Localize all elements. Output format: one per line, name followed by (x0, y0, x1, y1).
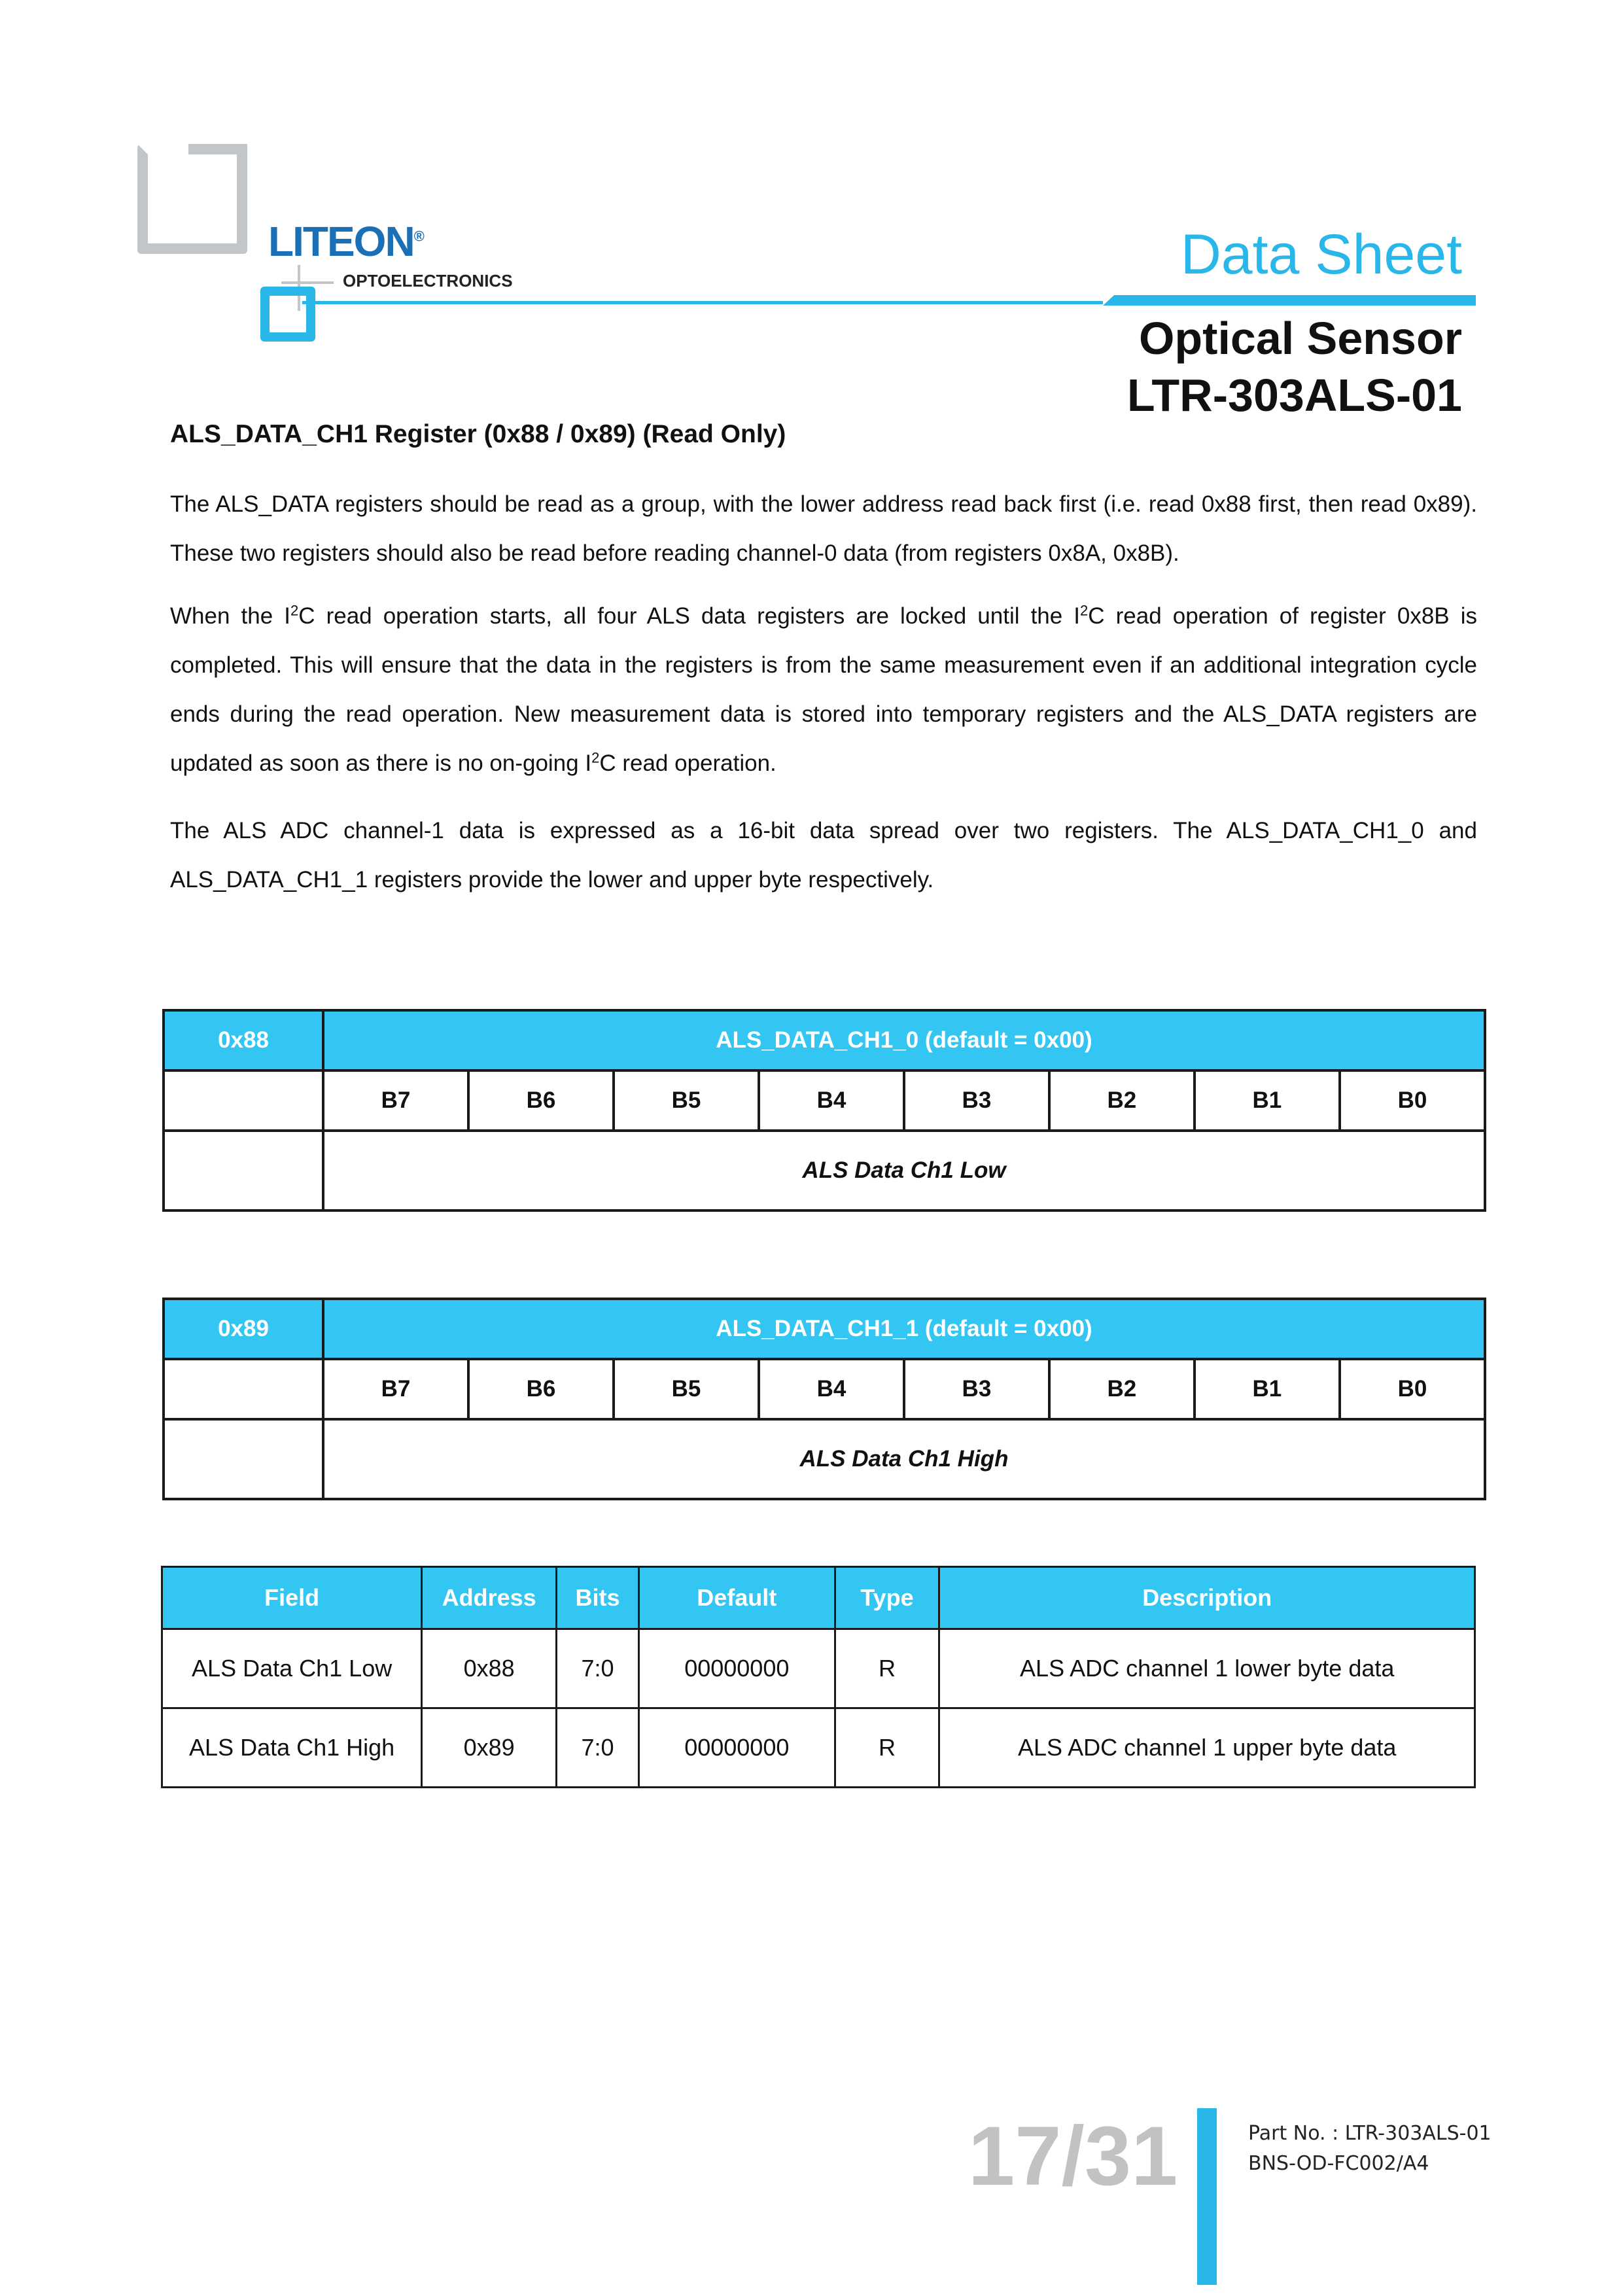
column-header: Description (939, 1567, 1475, 1629)
header-rule (302, 301, 1103, 304)
bit-label: B2 (1049, 1359, 1195, 1419)
register-address: 0x89 (164, 1299, 323, 1359)
empty-cell (164, 1359, 323, 1419)
empty-cell (164, 1070, 323, 1131)
bit-label: B7 (323, 1359, 468, 1419)
bit-label: B1 (1195, 1359, 1340, 1419)
register-name: ALS_DATA_CH1_1 (default = 0x00) (323, 1299, 1485, 1359)
register-address: 0x88 (164, 1010, 323, 1070)
section-title: ALS_DATA_CH1 Register (0x88 / 0x89) (Read Only) (170, 420, 786, 448)
register-name: ALS_DATA_CH1_0 (default = 0x00) (323, 1010, 1485, 1070)
table-cell: R (835, 1629, 939, 1708)
bit-label: B6 (468, 1359, 614, 1419)
table-cell: ALS Data Ch1 Low (162, 1629, 422, 1708)
logo-cross-bar (281, 281, 334, 284)
header-rule-accent (1103, 295, 1476, 306)
doc-code: BNS-OD-FC002/A4 (1248, 2152, 1429, 2175)
column-header: Field (162, 1567, 422, 1629)
register-summary-table (161, 1566, 1476, 1788)
empty-cell (164, 1419, 323, 1499)
footer-divider (1197, 2108, 1217, 2285)
product-line: Optical Sensor (1138, 313, 1462, 364)
bit-label: B5 (614, 1070, 759, 1131)
bit-label: B7 (323, 1070, 468, 1131)
bit-label: B4 (759, 1070, 904, 1131)
table-cell: 0x89 (422, 1708, 557, 1788)
logo-grey-square (137, 144, 247, 254)
product-title (1127, 310, 1462, 424)
register-field: ALS Data Ch1 High (323, 1419, 1485, 1499)
table-row (162, 1708, 1475, 1788)
bit-label: B1 (1195, 1070, 1340, 1131)
bit-label: B4 (759, 1359, 904, 1419)
doc-type-label: Data Sheet (1180, 223, 1462, 286)
paragraph-data-format: The ALS ADC channel-1 data is expressed as a 16-bit data spread over two registers. The ALS_DATA_CH1_0 and ALS_DATA_CH1_1 registers provide the lower and upper byte respectively. (170, 818, 1477, 892)
column-header: Type (835, 1567, 939, 1629)
logo-blue-square (260, 287, 315, 342)
bit-label: B5 (614, 1359, 759, 1419)
table-cell: 0x88 (422, 1629, 557, 1708)
bit-label: B6 (468, 1070, 614, 1131)
table-cell: 7:0 (557, 1629, 639, 1708)
table-cell: ALS Data Ch1 High (162, 1708, 422, 1788)
register-table-0x88 (162, 1009, 1486, 1212)
paragraph-locking: When the $I^2C$ read operation starts, all four ALS data registers are locked until the $I^2C$ read operation of register 0x8B is completed. This will ensure that the data in the registers is from the same measurement even if an additional integration cycle ends during the read operation. New measurement data is stored into temporary registers and the ALS_DATA registers are updated as soon as there is no on-going $I^2C$ read operation. (170, 602, 1477, 776)
table-row (162, 1629, 1475, 1708)
register-field: ALS Data Ch1 Low (323, 1131, 1485, 1210)
logo-wordmark: LITEON® (268, 218, 423, 265)
column-header: Default (638, 1567, 835, 1629)
paragraph-read-order: The ALS_DATA registers should be read as a group, with the lower address read back first (i.e. read 0x88 first, then read 0x89). These two registers should also be read before reading channel-0 data (from registers 0x8A, 0x8B). (170, 491, 1477, 566)
product-part-number: LTR-303ALS-01 (1126, 369, 1462, 421)
register-table-0x89 (162, 1298, 1486, 1500)
bit-label: B3 (904, 1359, 1049, 1419)
table-cell: ALS ADC channel 1 upper byte data (939, 1708, 1475, 1788)
column-header: Bits (557, 1567, 639, 1629)
table-cell: ALS ADC channel 1 lower byte data (939, 1629, 1475, 1708)
footer-info (1248, 2119, 1492, 2179)
page-number: 17/31 (968, 2110, 1178, 2203)
logo-subtitle: OPTOELECTRONICS (343, 271, 513, 291)
empty-cell (164, 1131, 323, 1210)
table-cell: 00000000 (638, 1629, 835, 1708)
part-number: Part No. : LTR-303ALS-01 (1248, 2122, 1492, 2145)
table-cell: R (835, 1708, 939, 1788)
bit-label: B0 (1340, 1070, 1485, 1131)
table-header-row (162, 1567, 1475, 1629)
bit-label: B2 (1049, 1070, 1195, 1131)
table-cell: 00000000 (638, 1708, 835, 1788)
table-cell: 7:0 (557, 1708, 639, 1788)
bit-label: B3 (904, 1070, 1049, 1131)
bit-label: B0 (1340, 1359, 1485, 1419)
column-header: Address (422, 1567, 557, 1629)
